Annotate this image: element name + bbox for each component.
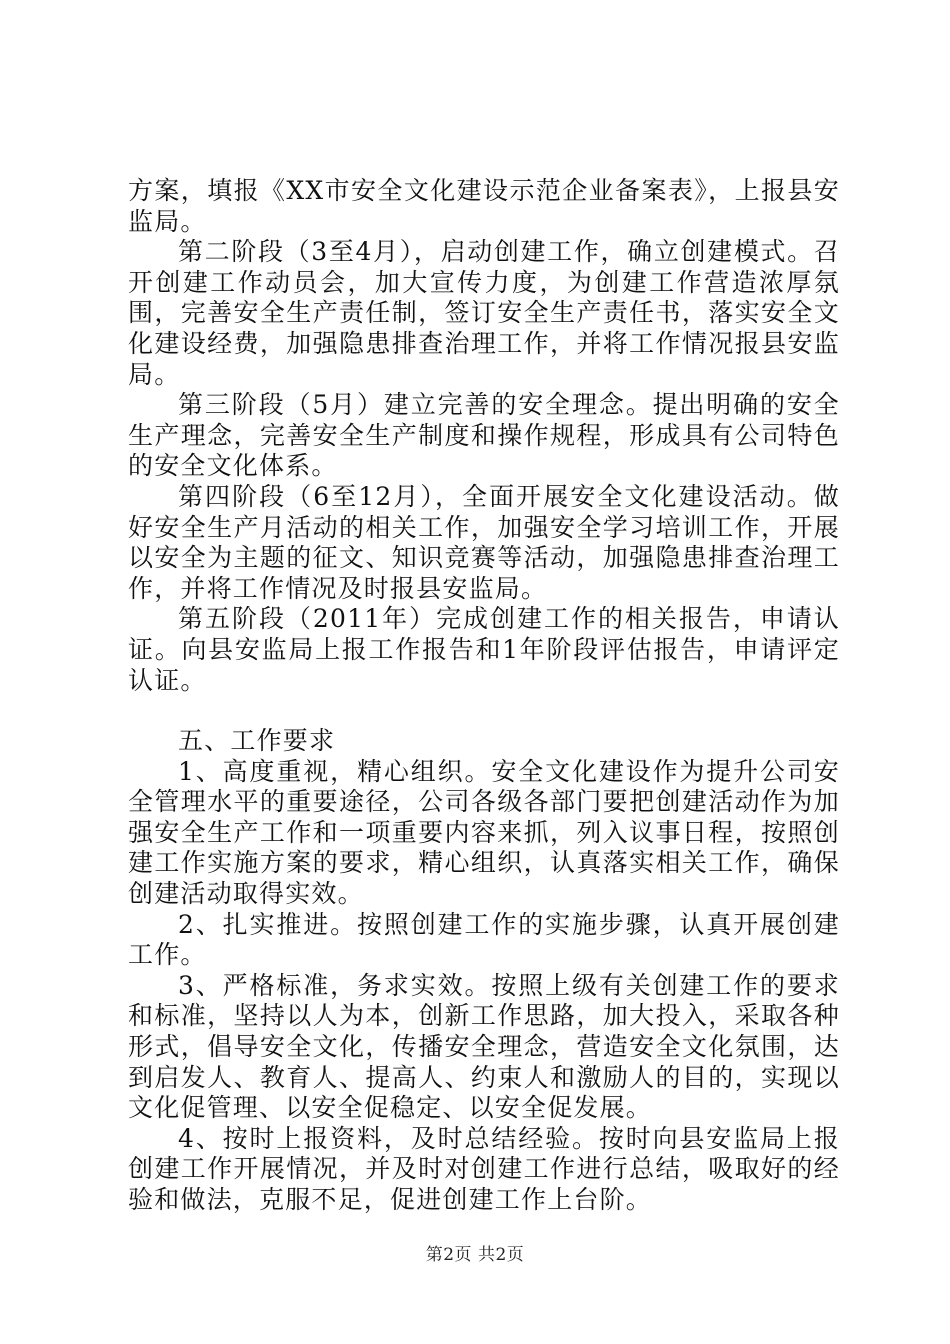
paragraph-spacer [128, 696, 840, 726]
requirement-item-4: 4、按时上报资料，及时总结经验。按时向县安监局上报创建工作开展情况，并及时对创建工作进行总结，吸取好的经验和做法，克服不足，促进创建工作上台阶。 [128, 1123, 840, 1214]
requirement-item-3: 3、严格标准，务求实效。按照上级有关创建工作的要求和标准，坚持以人为本，创新工作思路，加大投入，采取各种形式，倡导安全文化，传播安全理念，营造安全文化氛围，达到启发人、教育人、提高人、约束人和激励人的目的，实现以文化促管理、以安全促稳定、以安全促发展。 [128, 970, 840, 1123]
section-heading: 五、工作要求 [178, 726, 336, 756]
requirement-item-1: 1、高度重视，精心组织。安全文化建设作为提升公司安全管理水平的重要途径，公司各级各部门要把创建活动作为加强安全生产工作和一项重要内容来抓，列入议事日程，按照创建工作实施方案的要求，精心组织，认真落实相关工作，确保创建活动取得实效。 [128, 756, 840, 909]
paragraph-continuation: 方案，填报《XX市安全文化建设示范企业备案表》，上报县安监局。 [128, 176, 840, 236]
document-body [128, 176, 840, 1216]
page-footer: 第2页 共2页 [425, 1245, 525, 1265]
paragraph-stage-two: 第二阶段（3至4月），启动创建工作，确立创建模式。召开创建工作动员会，加大宣传力度，为创建工作营造浓厚氛围，完善安全生产责任制，签订安全生产责任书，落实安全文化建设经费，加强隐患排查治理工作，并将工作情况报县安监局。 [128, 237, 840, 389]
requirement-item-2: 2、扎实推进。按照创建工作的实施步骤，认真开展创建工作。 [128, 909, 840, 970]
paragraph-stage-four: 第四阶段（6至12月），全面开展安全文化建设活动。做好安全生产月活动的相关工作，加强安全学习培训工作，开展以安全为主题的征文、知识竞赛等活动，加强隐患排查治理工作，并将工作情况及时报县安监局。 [128, 481, 840, 603]
paragraph-stage-five: 第五阶段（2011年）完成创建工作的相关报告，申请认证。向县安监局上报工作报告和1年阶段评估报告，申请评定认证。 [128, 604, 840, 695]
paragraph-stage-three: 第三阶段（5月）建立完善的安全理念。提出明确的安全生产理念，完善安全生产制度和操作规程，形成具有公司特色的安全文化体系。 [128, 390, 840, 481]
